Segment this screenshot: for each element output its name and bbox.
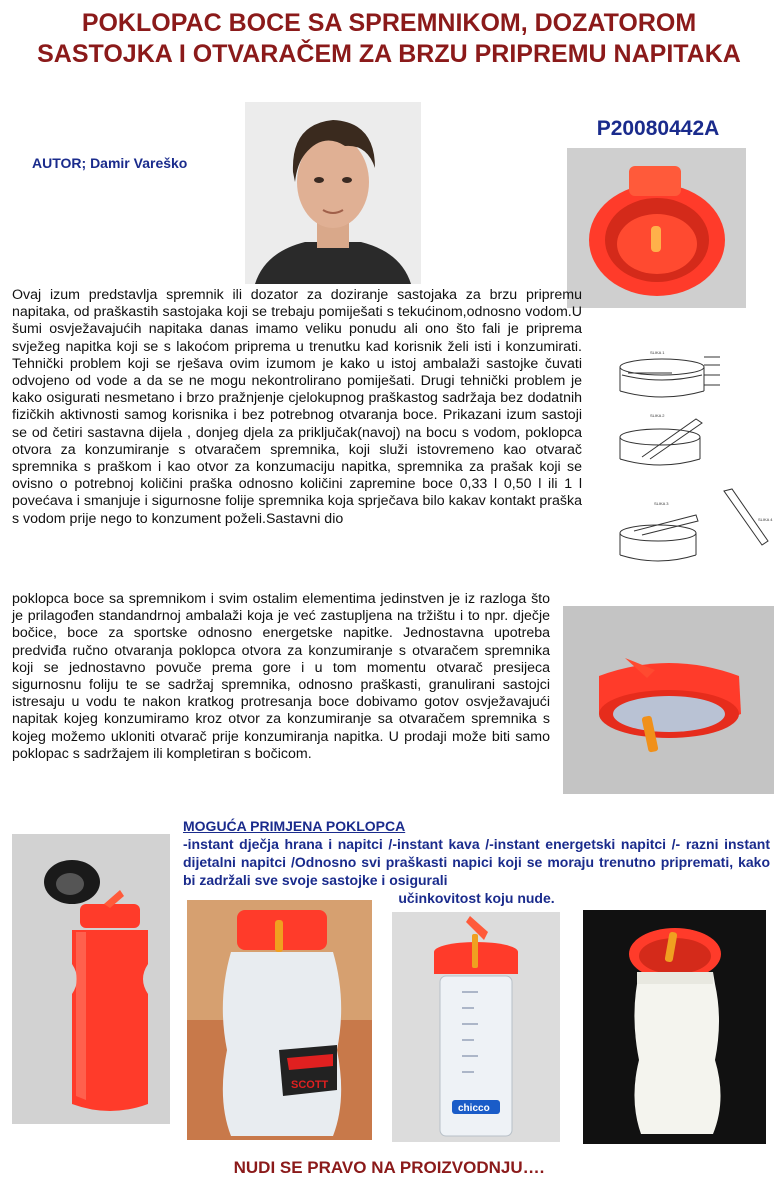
description-paragraph-1: Ovaj izum predstavlja spremnik ili dozator za doziranje sastojaka za brzu pripremu napitaka, od praškastih sastojaka koji se trebaju pomiješati s tekućinom,odnosno vodom.U šumi osvježavajućih napitaka danas imamo veliku ponudu ali ono što fali je priprema svježeg napitka koji se s lakoćom priprema u trenutku kad korisnik želi isti i konzumirati. Tehnički problem koji se rješava ovim izumom je kako u istoj ambalaži sastojke čuvati odvojeno od vode a da se ne mogu nekontrolirano pomiješati. Drugi tehnički problem je kako osigurati nesmetano i brzo pražnjenje cjelokupnog praškastog sadržaja bez dodatnih fizičkih aktivnosti samog korisnika i bez potrebnog otvaranja boce. Prikazani izum sastoji se od četiri sastavna dijela , donjeg djela za priključak(navoj) na bocu s vodom, poklopca otvora za konzumiranje s otvaračem spremnika, koji služi istovremeno kao otvarač spremnika s praškom i kao otvor za konzumaciju napitka, spremnika za prašak koji se ovisno o potrebnoj količini praška odnosno količini zapremine boce 0,33 l 0,50 l ili 1 l povećava i smanjuje i sigurnosne folije spremnika koja sprječava bilo kakav kontakt praška s vodom prije nego to konzument poželi.Sastavni dio — [12, 287, 582, 527]
uses-heading: MOGUĆA PRIMJENA POKLOPCA — [183, 818, 406, 834]
cap-photo-top — [567, 148, 746, 308]
svg-text:SLIKA 2: SLIKA 2 — [650, 413, 665, 418]
bottle-photo-chicco — [392, 912, 560, 1142]
bottle-photo-scott — [187, 900, 372, 1140]
author-photo — [245, 102, 421, 284]
uses-text-body: -instant dječja hrana i napitci /-instant kava /-instant energetski napitci /- razni instant dijetalni napitci /Odnosno svi praškasti napici koji se moraju trenutno pripremati, kako bi zadržali sve svoje sastojke i osigurali — [183, 836, 770, 888]
svg-text:SLIKA 1: SLIKA 1 — [650, 350, 665, 355]
footer-text: NUDI SE PRAVO NA PROIZVODNJU…. — [233, 1158, 545, 1177]
author-label: AUTOR; Damir Vareško — [32, 155, 188, 171]
uses-text-last-line: učinkovitost koju nude. — [398, 890, 555, 906]
uses-text — [183, 835, 770, 907]
bottle-brand-scott: SCOTT — [291, 1079, 329, 1091]
bottle-photo-white — [583, 910, 766, 1144]
svg-text:SLIKA 3: SLIKA 3 — [654, 501, 669, 506]
bottle-photo-red — [12, 834, 170, 1124]
cap-photo-underside — [563, 606, 774, 794]
technical-drawings — [592, 345, 775, 580]
description-paragraph-2: poklopca boce sa spremnikom i svim ostalim elementima jedinstven je iz razloga što je prilagođen standandrnoj ambalaži koja je već zastupljena na tržištu i to npr. dječje bočice, boce za sportske odnosno energetske napitke. Jednostavna upotreba predviđa ručno otvaranja poklopca otvora za konzumiranje s otvaračem spremnika koji se jednostavno povuče prema gore i u tom momentu otvarač presijeca sigurnosnu foliju te se sadržaj spremnika, odnosno praškasti, granulirani sastojci istresaju u vodu te nakon kratkog protresanja boce dobivamo gotov osvježavajući napitak kojeg konzumiramo kroz otvor za konzumiranje sa otvaračem spremnika s kojeg možemo ukloniti otvarač prije konzumiranja napitka. U prodaji može biti samo poklopac s sadržajem ili kompletiran s bočicom. — [12, 591, 550, 762]
page-title: POKLOPAC BOCE SA SPREMNIKOM, DOZATOROM SASTOJKA I OTVARAČEM ZA BRZU PRIPREMU NAPITAKA — [37, 9, 741, 68]
svg-text:SLIKA 4: SLIKA 4 — [758, 517, 773, 522]
patent-code: P20080442A — [596, 117, 720, 140]
bottle-brand-chicco: chicco — [458, 1103, 490, 1114]
